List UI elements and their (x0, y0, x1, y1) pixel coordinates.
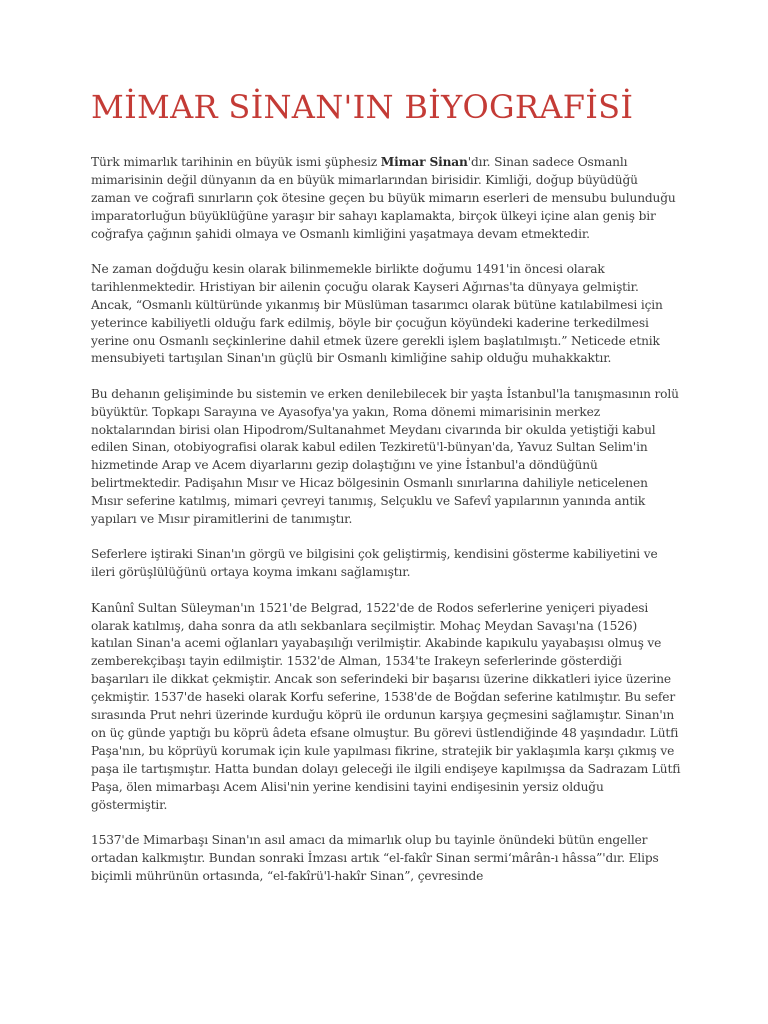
paragraph-campaigns: Seferlere iştiraki Sinan'ın görgü ve bilgisini çok geliştirmiş, kendisini gösterme kabiliyetini ve ileri görüşlülüğünü ortaya koyma imkanı sağlamıştır. (91, 547, 658, 580)
paragraph-career: Kanûnî Sultan Süleyman'ın 1521'de Belgrad, 1522'de de Rodos seferlerine yeniçeri piyadesi olarak katılmış, daha sonra da atlı sekbanlara seçilmiştir. Mohaç Meydan Savaşı'na (1526) katılan Sinan'a acemi oğlanları yayabaşılığı verilmiştir. Akabinde kapıkulu yayabaşısı olmuş ve zemberekçibaşı tayin edilmiştir. 1532'de Alman, 1534'te Irakeyn seferlerinde gösterdiği başarıları ile dikkat çekmiştir. Ancak son seferindeki bir başarısı üzerine dikkatleri iyice üzerine çekmiştir. 1537'de haseki olarak Korfu seferine, 1538'de de Boğdan seferine katılmıştır. Bu sefer sırasında Prut nehri üzerinde kurduğu köprü ile ordunun karşıya geçmesini sağlamıştır. Sinan'ın on üç günde yaptığı bu köprü âdeta efsane olmuştur. Bu görevi üstlendiğinde 48 yaşındadır. Lütfi Paşa'nın, bu köprüyü korumak için kule yapılması fikrine, stratejik bir yaklaşımla karşı çıkmış ve paşa ile tartışmıştır. Hatta bundan dolayı geleceği ile ilgili endişeye kapılmışsa da Sadrazam Lütfi Paşa, ölen mimarbaşı Acem Alisi'nin yerine kendisini tayini endişesinin yersiz olduğu göstermiştir. (91, 600, 681, 812)
paragraph-intro-after: 'dır. Sinan sadece Osmanlı mimarisinin değil dünyanın da en büyük mimarlarından birisidir. Kimliği, doğup büyüdüğü zaman ve coğrafi sınırların çok ötesine geçen bu büyük mimarın eserleri de mensubu bulunduğu imparatorluğun büyüklüğüne yaraşır bir sahayı kaplamakta, birçok ülkeyi içine alan geniş bir coğrafya çağının şahidi olmaya ve Osmanlı kimliğini yaşatmaya devam etmektedir. (91, 155, 676, 241)
document-page (91, 82, 681, 903)
document-title: MİMAR SİNAN'IN BİYOGRAFİSİ (91, 88, 634, 126)
bold-name: Mimar Sinan (380, 155, 468, 169)
paragraph-birth: Ne zaman doğduğu kesin olarak bilinmemekle birlikte doğumu 1491'in öncesi olarak tarihlenmektedir. Hristiyan bir ailenin çocuğu olarak Kayseri Ağırnas'ta dünyaya gelmiştir. Ancak, “Osmanlı kültüründe yıkanmış bir Müslüman tasarımcı olarak bütüne katılabilmesi için yeterince kabiliyetli olduğu fark edilmiş, böyle bir çocuğun köyündeki kaderine terkedilmesi yerine onu Osmanlı seçkinlerine dahil etmek üzere gerekli işlem başlatılmıştı.” Neticede etnik mensubiyeti tartışılan Sinan'ın güçlü bir Osmanlı kimliğine sahip olduğu muhakkaktır. (91, 261, 663, 366)
paragraph-chief-architect: 1537'de Mimarbaşı Sinan'ın asıl amacı da mimarlık olup bu tayinle önündeki bütün engeller ortadan kalkmıştır. Bundan sonraki İmzası artık “el-fakîr Sinan sermi‘mârân-ı hâssa”'dır. Elips biçimli mührünün ortasında, “el-fakîrü'l-hakîr Sinan”, çevresinde (91, 832, 659, 883)
paragraph-development: Bu dehanın gelişiminde bu sistemin ve erken denilebilecek bir yaşta İstanbul'la tanışmasının rolü büyüktür. Topkapı Sarayına ve Ayasofya'ya yakın, Roma dönemi mimarisinin merkez noktalarından birisi olan Hipodrom/Sultanahmet Meydanı civarında bir okulda yetiştiği kabul edilen Sinan, otobiyografisi olarak kabul edilen Tezkiretü'l-bünyan'da, Yavuz Sultan Selim'in hizmetinde Arap ve Acem diyarlarını gezip dolaştığını ve yine İstanbul'a döndüğünü belirtmektedir. Padişahın Mısır ve Hicaz bölgesinin Osmanlı sınırlarına dahiliyle neticelenen Mısır seferine katılmış, mimari çevreyi tanımış, Selçuklu ve Safevî yapılarının yanında antik yapıları ve Mısır piramitlerini de tanımıştır. (91, 386, 679, 527)
paragraph-intro-before: Türk mimarlık tarihinin en büyük ismi şüphesiz (91, 155, 381, 169)
paragraph-intro (91, 154, 681, 244)
